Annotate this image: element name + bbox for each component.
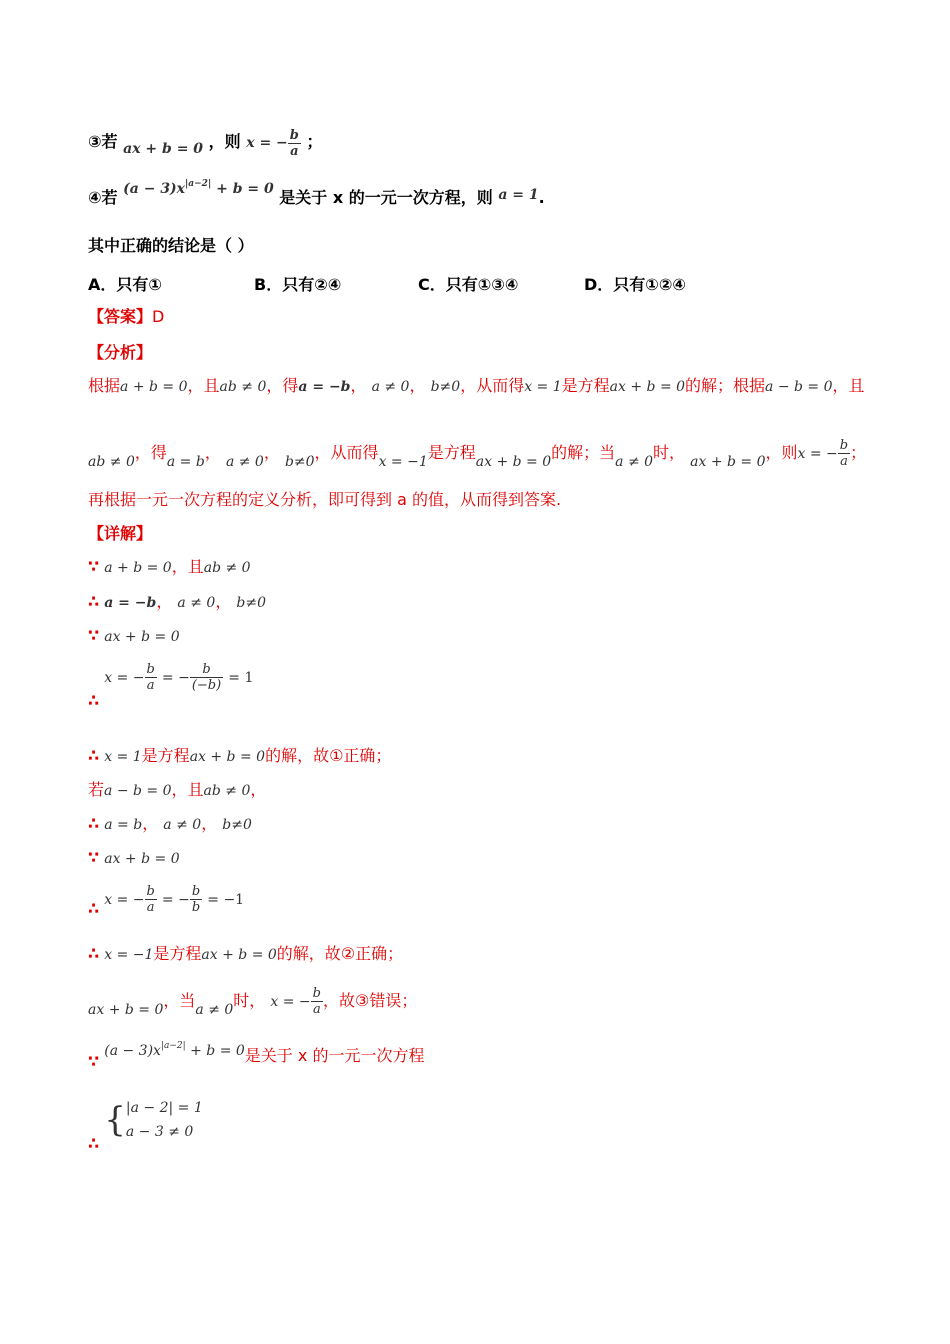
detail-line-12: ∵ $(a - 3)x^{|a-2|} + b = 0$是关于 x 的一元一次方程	[88, 1041, 425, 1071]
detail-line-2: ∴ a = −b， a ≠ 0， b≠0	[88, 592, 267, 611]
option-c[interactable]: C．只有①③④	[418, 275, 519, 294]
detail-line-4: ∴ x = − $\frac{b}{a}$ = − $\frac{b}{(-b)}$ = 1	[88, 662, 254, 710]
detail-line-7: ∴ a = b， a ≠ 0， b≠0	[88, 814, 252, 833]
fraction: $\frac{b}{a}$	[289, 128, 299, 159]
detail-line-6: 若a − b = 0，且ab ≠ 0，	[88, 780, 267, 799]
detail-line-3: ∵ ax + b = 0	[88, 626, 180, 645]
detail-line-13: ∴ { |a − 2| = 1 a − 3 ≠ 0	[88, 1096, 203, 1144]
fraction: $\frac{b}{a}$	[146, 662, 155, 693]
detail-label: 【详解】	[88, 524, 153, 543]
answer: 【答案】D	[88, 307, 165, 326]
option-a[interactable]: A．只有①	[88, 275, 162, 294]
statement-4: ④若 $(a - 3)x^{|a-2|} + b = 0$ 是关于 x 的一元一次方程，则 a = 1.	[88, 179, 545, 207]
equation-system: |a − 2| = 1 a − 3 ≠ 0	[125, 1100, 203, 1140]
fraction: $\frac{b}{b}$	[191, 884, 201, 915]
detail-line-10: ∴ x = −1是方程ax + b = 0的解，故②正确；	[88, 944, 404, 963]
fraction: $\frac{b}{(-b)}$	[191, 662, 222, 693]
analysis-line-3: 再根据一元一次方程的定义分析，即可得到 a 的值，从而得到答案.	[88, 490, 562, 509]
detail-line-5: ∴ x = 1是方程ax + b = 0的解，故①正确；	[88, 746, 392, 765]
analysis-line-1: 根据a + b = 0，且ab ≠ 0，得a = −b， a ≠ 0， b≠0，从而得x = 1是方程ax + b = 0的解；根据a − b = 0，且	[88, 376, 865, 395]
detail-line-9: ∴ x = − $\frac{b}{a}$ = − $\frac{b}{b}$ = −1	[88, 884, 245, 918]
fraction: $\frac{b}{a}$	[146, 884, 155, 915]
detail-line-8: ∵ ax + b = 0	[88, 848, 180, 867]
detail-line-1: ∵ a + b = 0，且ab ≠ 0	[88, 557, 251, 576]
option-d[interactable]: D．只有①②④	[584, 275, 686, 294]
question-prompt: 其中正确的结论是（ ）	[88, 236, 254, 255]
system-brace: {	[104, 1100, 126, 1140]
option-b[interactable]: B．只有②④	[254, 275, 342, 294]
analysis-line-2: ab ≠ 0，得a = b， a ≠ 0， b≠0，从而得x = −1是方程ax + b = 0的解；当a ≠ 0时， ax + b = 0，则x = − $\frac{b}{a}$ ；	[88, 438, 867, 470]
fraction: $\frac{b}{a}$	[839, 438, 849, 469]
analysis-label: 【分析】	[88, 343, 153, 362]
detail-line-11: ax + b = 0，当a ≠ 0时， x = − $\frac{b}{a}$ ，故③错误；	[88, 986, 418, 1018]
fraction: $\frac{b}{a}$	[312, 986, 321, 1017]
statement-3: ③若 ax + b = 0 ，则 x = − $\frac{b}{a}$ ；	[88, 128, 323, 159]
